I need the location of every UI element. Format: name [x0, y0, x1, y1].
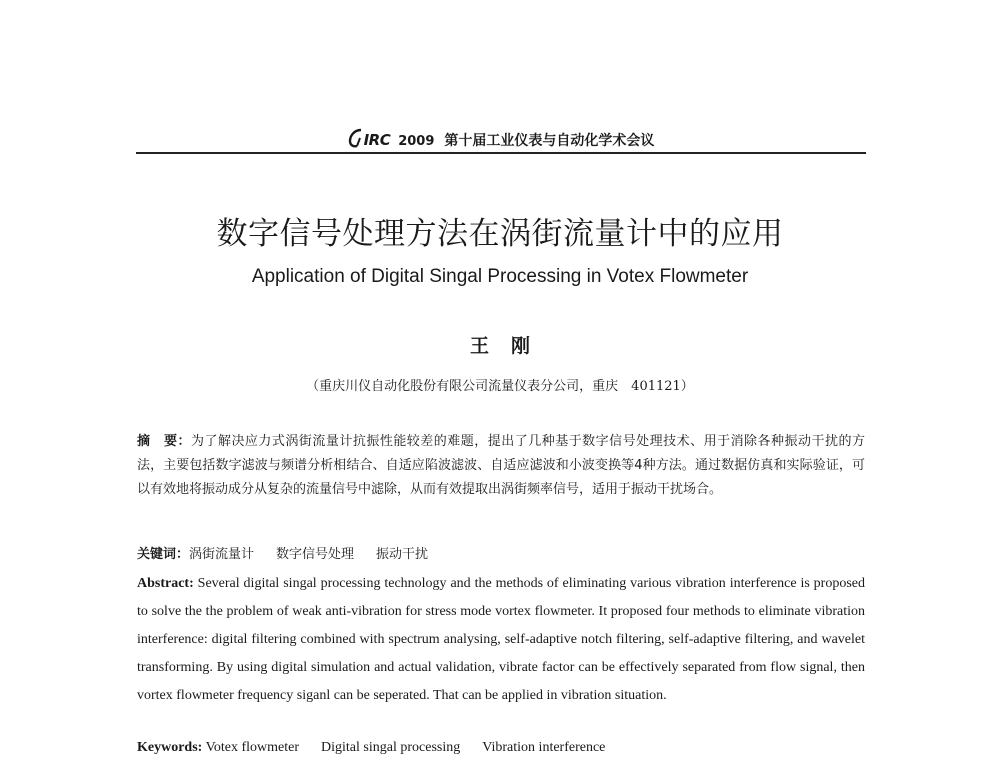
- keyword-english: Votex flowmeter: [205, 740, 300, 755]
- paper-title-english: Application of Digital Singal Processing in Votex Flowmeter: [251, 266, 749, 287]
- conference-name: 第十届工业仪表与自动化学术会议: [444, 133, 655, 149]
- author-affiliation: （重庆川仪自动化股份有限公司流量仪表分公司，重庆 401121）: [306, 379, 694, 394]
- keyword-chinese: 数字信号处理: [276, 547, 355, 562]
- abstract-chinese-text: 为了解决应力式涡街流量计抗振性能较差的难题，提出了几种基于数字信号处理技术、用于消除各种振动干扰的方法，主要包括数字滤波与频谱分析相结合、自适应陷波滤波、自适应滤波和小波变换等4种方法。通过数据仿真和实际验证，可以有效地将振动成分从复杂的流量信号中滤除，从而有效提取出涡街频率信号，适用于振动干扰场合。: [137, 434, 865, 497]
- abstract-english-text: Several digital singal processing technology and the methods of eliminating various vibration interference is proposed to solve the the problem of weak anti-vibration for stress mode vortex flowmeter. It proposed four methods to eliminate vibration interference: digital filtering combined with spectrum analysing, self-adaptive notch filtering, self-adaptive filtering, and wavelet transforming. By using digital simulation and actual validation, vibrate factor can be effectively separated from flow signal, then vortex flowmeter frequency siganl can be seperated. That can be applied in vibration situation.: [137, 576, 866, 703]
- abstract-english-label: Abstract:: [137, 576, 194, 591]
- conference-logo: [348, 128, 391, 148]
- abstract-english: [137, 570, 865, 710]
- logo-text: IRC: [363, 131, 391, 149]
- abstract-chinese: [137, 430, 865, 502]
- paper-title-chinese: 数字信号处理方法在涡街流量计中的应用: [216, 216, 784, 252]
- abstract-chinese-label: 摘 要：: [137, 434, 191, 449]
- keywords-english: [137, 737, 865, 759]
- author-name: 王刚: [469, 335, 552, 357]
- keyword-chinese: 振动干扰: [376, 547, 429, 562]
- keywords-chinese-label: 关键词：: [137, 547, 190, 562]
- conference-year: 2009: [398, 134, 435, 149]
- keyword-english: Vibration interference: [482, 740, 606, 755]
- keywords-chinese: [137, 544, 865, 566]
- conference-header: [136, 122, 866, 154]
- logo-swoosh-icon: [348, 128, 364, 148]
- keywords-english-label: Keywords:: [137, 740, 203, 755]
- header-content: [348, 128, 655, 152]
- keyword-english: Digital singal processing: [321, 740, 461, 755]
- keyword-chinese: 涡街流量计: [189, 547, 255, 562]
